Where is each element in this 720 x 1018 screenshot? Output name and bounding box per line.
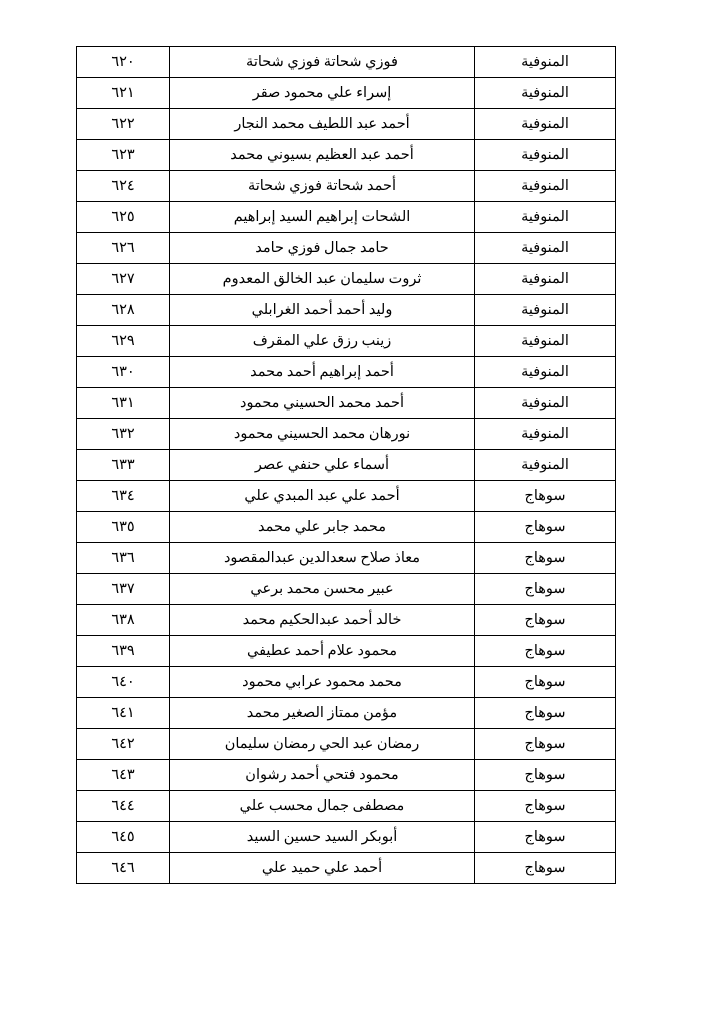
- cell-serial: ٦٢١: [77, 78, 170, 109]
- cell-serial: ٦٣١: [77, 388, 170, 419]
- cell-governorate: سوهاج: [475, 698, 616, 729]
- cell-governorate: المنوفية: [475, 78, 616, 109]
- cell-name: أسماء علي حنفي عصر: [170, 450, 475, 481]
- cell-name: أحمد إبراهيم أحمد محمد: [170, 357, 475, 388]
- cell-governorate: المنوفية: [475, 109, 616, 140]
- table-row: [77, 78, 616, 109]
- cell-governorate: سوهاج: [475, 791, 616, 822]
- cell-governorate: سوهاج: [475, 605, 616, 636]
- cell-governorate: المنوفية: [475, 357, 616, 388]
- cell-governorate: سوهاج: [475, 481, 616, 512]
- cell-name: وليد أحمد أحمد الغرابلي: [170, 295, 475, 326]
- cell-name: إسراء علي محمود صقر: [170, 78, 475, 109]
- cell-name: مصطفى جمال محسب علي: [170, 791, 475, 822]
- cell-name: الشحات إبراهيم السيد إبراهيم: [170, 202, 475, 233]
- cell-serial: ٦٤٦: [77, 853, 170, 884]
- cell-governorate: سوهاج: [475, 760, 616, 791]
- cell-name: مؤمن ممتاز الصغير محمد: [170, 698, 475, 729]
- cell-governorate: المنوفية: [475, 140, 616, 171]
- cell-serial: ٦٣٣: [77, 450, 170, 481]
- cell-serial: ٦٢٤: [77, 171, 170, 202]
- cell-serial: ٦٣٥: [77, 512, 170, 543]
- cell-governorate: المنوفية: [475, 202, 616, 233]
- table-row: [77, 140, 616, 171]
- cell-name: ثروت سليمان عبد الخالق المعدوم: [170, 264, 475, 295]
- table-row: [77, 202, 616, 233]
- cell-name: محمود علام أحمد عطيفي: [170, 636, 475, 667]
- cell-serial: ٦٢٩: [77, 326, 170, 357]
- table-row: [77, 233, 616, 264]
- cell-governorate: المنوفية: [475, 388, 616, 419]
- roster-table-body: [77, 47, 616, 884]
- cell-name: خالد أحمد عبدالحكيم محمد: [170, 605, 475, 636]
- cell-serial: ٦٣٤: [77, 481, 170, 512]
- roster-table-container: [104, 46, 616, 884]
- cell-name: أبوبكر السيد حسين السيد: [170, 822, 475, 853]
- cell-serial: ٦٤٥: [77, 822, 170, 853]
- cell-name: رمضان عبد الحي رمضان سليمان: [170, 729, 475, 760]
- cell-name: أحمد محمد الحسيني محمود: [170, 388, 475, 419]
- table-row: [77, 667, 616, 698]
- cell-serial: ٦٢٥: [77, 202, 170, 233]
- table-row: [77, 388, 616, 419]
- cell-name: أحمد عبد اللطيف محمد النجار: [170, 109, 475, 140]
- cell-governorate: سوهاج: [475, 853, 616, 884]
- cell-name: حامد جمال فوزي حامد: [170, 233, 475, 264]
- table-row: [77, 171, 616, 202]
- cell-governorate: المنوفية: [475, 47, 616, 78]
- cell-governorate: المنوفية: [475, 326, 616, 357]
- cell-serial: ٦٤١: [77, 698, 170, 729]
- table-row: [77, 512, 616, 543]
- table-row: [77, 791, 616, 822]
- cell-governorate: المنوفية: [475, 233, 616, 264]
- table-row: [77, 419, 616, 450]
- cell-governorate: المنوفية: [475, 264, 616, 295]
- cell-serial: ٦٤٣: [77, 760, 170, 791]
- cell-governorate: سوهاج: [475, 574, 616, 605]
- cell-serial: ٦٤٠: [77, 667, 170, 698]
- cell-governorate: سوهاج: [475, 512, 616, 543]
- cell-serial: ٦٢٣: [77, 140, 170, 171]
- table-row: [77, 605, 616, 636]
- cell-name: زينب رزق علي المقرف: [170, 326, 475, 357]
- table-row: [77, 636, 616, 667]
- table-row: [77, 543, 616, 574]
- cell-governorate: المنوفية: [475, 171, 616, 202]
- table-row: [77, 264, 616, 295]
- cell-name: أحمد عبد العظيم بسيوني محمد: [170, 140, 475, 171]
- table-row: [77, 729, 616, 760]
- cell-serial: ٦٣٧: [77, 574, 170, 605]
- table-row: [77, 760, 616, 791]
- cell-serial: ٦٤٢: [77, 729, 170, 760]
- table-row: [77, 574, 616, 605]
- cell-governorate: المنوفية: [475, 295, 616, 326]
- table-row: [77, 481, 616, 512]
- cell-governorate: سوهاج: [475, 729, 616, 760]
- cell-name: أحمد علي عبد المبدي علي: [170, 481, 475, 512]
- cell-serial: ٦٣٩: [77, 636, 170, 667]
- cell-governorate: المنوفية: [475, 419, 616, 450]
- cell-serial: ٦٢٠: [77, 47, 170, 78]
- cell-serial: ٦٤٤: [77, 791, 170, 822]
- table-row: [77, 822, 616, 853]
- cell-serial: ٦٢٨: [77, 295, 170, 326]
- roster-table: [76, 46, 616, 884]
- cell-governorate: المنوفية: [475, 450, 616, 481]
- cell-name: أحمد شحاتة فوزي شحاتة: [170, 171, 475, 202]
- cell-governorate: سوهاج: [475, 822, 616, 853]
- cell-serial: ٦٣٢: [77, 419, 170, 450]
- cell-serial: ٦٢٧: [77, 264, 170, 295]
- cell-name: محمد جابر علي محمد: [170, 512, 475, 543]
- table-row: [77, 853, 616, 884]
- table-row: [77, 326, 616, 357]
- cell-name: محمود فتحي أحمد رشوان: [170, 760, 475, 791]
- cell-serial: ٦٢٦: [77, 233, 170, 264]
- table-row: [77, 109, 616, 140]
- cell-name: معاذ صلاح سعدالدين عبدالمقصود: [170, 543, 475, 574]
- cell-serial: ٦٢٢: [77, 109, 170, 140]
- table-row: [77, 698, 616, 729]
- table-row: [77, 47, 616, 78]
- cell-name: نورهان محمد الحسيني محمود: [170, 419, 475, 450]
- cell-governorate: سوهاج: [475, 636, 616, 667]
- cell-serial: ٦٣٨: [77, 605, 170, 636]
- table-row: [77, 357, 616, 388]
- cell-governorate: سوهاج: [475, 667, 616, 698]
- cell-name: عبير محسن محمد برعي: [170, 574, 475, 605]
- cell-name: أحمد علي حميد علي: [170, 853, 475, 884]
- cell-name: محمد محمود عرابي محمود: [170, 667, 475, 698]
- cell-governorate: سوهاج: [475, 543, 616, 574]
- cell-serial: ٦٣٦: [77, 543, 170, 574]
- cell-serial: ٦٣٠: [77, 357, 170, 388]
- cell-name: فوزي شحاتة فوزي شحاتة: [170, 47, 475, 78]
- table-row: [77, 295, 616, 326]
- table-row: [77, 450, 616, 481]
